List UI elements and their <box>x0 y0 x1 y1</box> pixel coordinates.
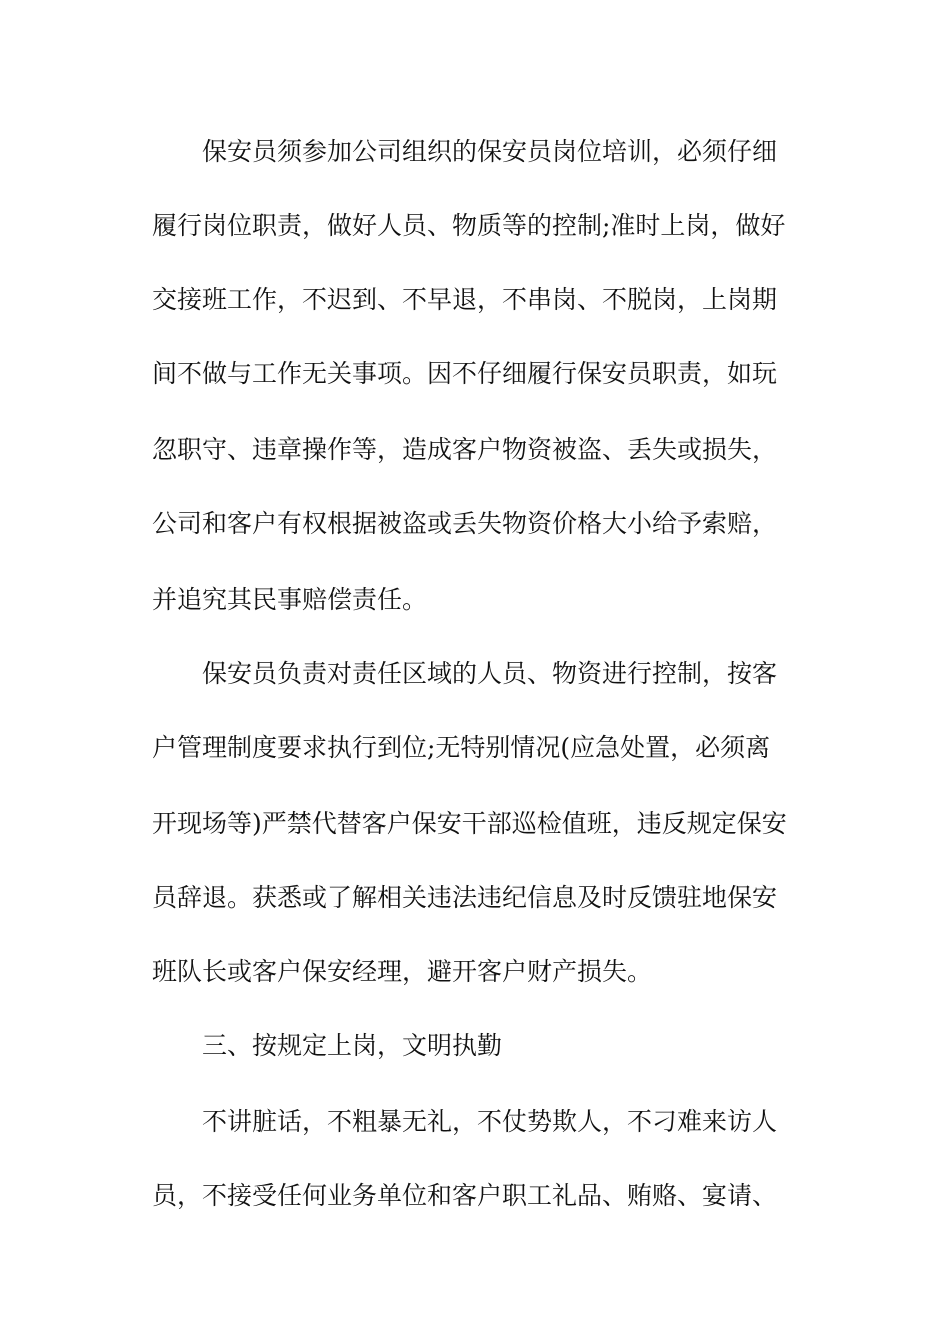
paragraph-2-line-5: 班队长或客户保安经理，避开客户财产损失。 <box>152 957 653 986</box>
paragraph-1-line-1: 保安员须参加公司组织的保安员岗位培训，必须仔细 <box>202 137 778 166</box>
paragraph-3-line-1: 不讲脏话，不粗暴无礼，不仗势欺人，不刁难来访人 <box>202 1107 778 1136</box>
paragraph-1-line-3: 交接班工作，不迟到、不早退，不串岗、不脱岗，上岗期 <box>152 285 778 314</box>
section-heading: 三、按规定上岗，文明执勤 <box>202 1031 503 1060</box>
paragraph-1-line-4: 间不做与工作无关事项。因不仔细履行保安员职责，如玩 <box>152 359 778 388</box>
paragraph-3-line-2: 员，不接受任何业务单位和客户职工礼品、贿赂、宴请、 <box>152 1181 778 1210</box>
paragraph-2-line-4: 员辞退。获悉或了解相关违法违纪信息及时反馈驻地保安 <box>152 883 778 912</box>
paragraph-2-line-2: 户管理制度要求执行到位;无特别情况(应急处置，必须离 <box>152 733 771 762</box>
paragraph-1-line-2: 履行岗位职责，做好人员、物质等的控制;准时上岗，做好 <box>152 211 786 240</box>
paragraph-1-line-5: 忽职守、违章操作等，造成客户物资被盗、丢失或损失， <box>152 435 778 464</box>
paragraph-1-line-7: 并追究其民事赔偿责任。 <box>152 585 428 614</box>
paragraph-2-line-1: 保安员负责对责任区域的人员、物资进行控制，按客 <box>202 659 778 688</box>
paragraph-2-line-3: 开现场等)严禁代替客户保安干部巡检值班，违反规定保安 <box>152 809 787 838</box>
paragraph-1-line-6: 公司和客户有权根据被盗或丢失物资价格大小给予索赔， <box>152 509 778 538</box>
